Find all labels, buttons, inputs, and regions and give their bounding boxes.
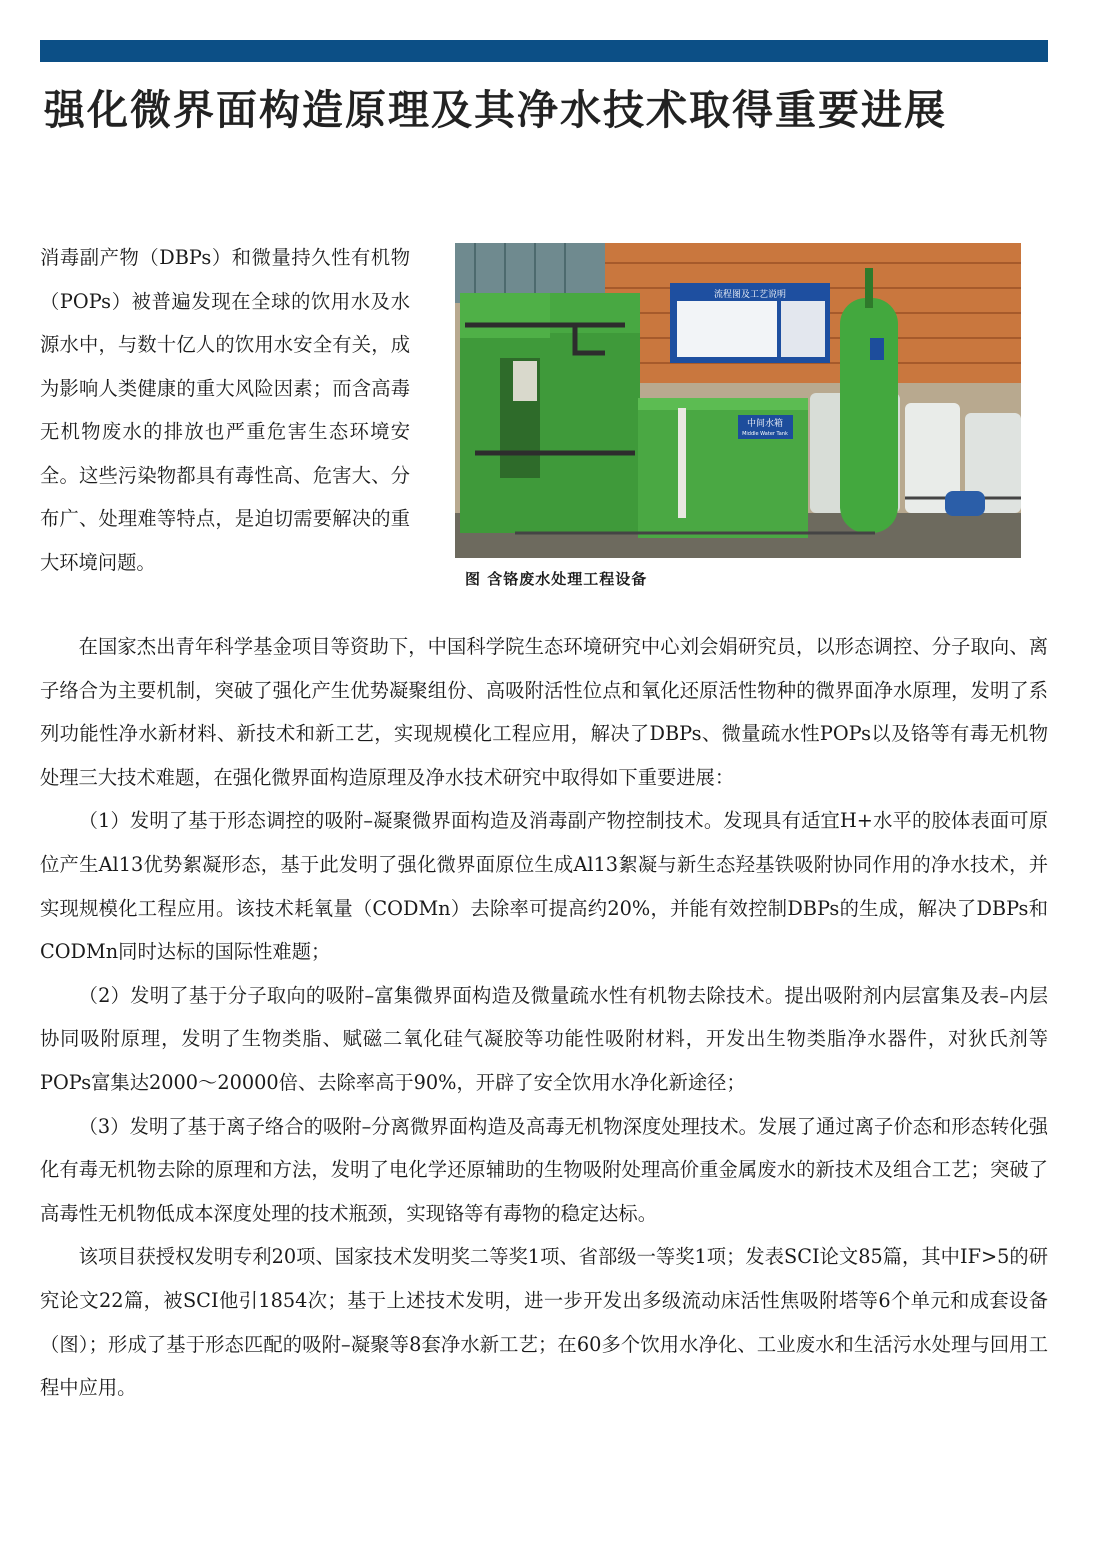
tank-label-en: Middle Water Tank <box>742 431 788 437</box>
intro-paragraph: 消毒副产物（DBPs）和微量持久性有机物（POPs）被普遍发现在全球的饮用水及水源水中，与数十亿人的饮用水安全有关，成为影响人类健康的重大风险因素；而含高毒无机物废水的排放也严重危害生态环境安全。这些污染物都具有毒性高、危害大、分布广、处理难等特点，是迫切需要解决的重大环境问题。 <box>40 246 410 574</box>
figure-caption: 图 含铬废水处理工程设备 <box>465 570 648 588</box>
tank-label: 中间水箱 <box>746 419 784 429</box>
figure <box>455 243 1021 589</box>
equipment-photo <box>455 243 1021 558</box>
paragraph: 在国家杰出青年科学基金项目等资助下，中国科学院生态环境研究中心刘会娟研究员，以形态调控、分子取向、离子络合为主要机制，突破了强化产生优势凝聚组份、高吸附活性位点和氧化还原活性物种的微界面净水原理，发明了系列功能性净水新材料、新技术和新工艺，实现规模化工程应用，解决了DBPs、微量疏水性POPs以及铬等有毒无机物处理三大技术难题，在强化微界面构造原理及净水技术研究中取得如下重要进展： <box>40 635 1048 789</box>
board-title: 流程图及工艺说明 <box>713 290 787 300</box>
paragraph: 该项目获授权发明专利20项、国家技术发明奖二等奖1项、省部级一等奖1项；发表SCI论文85篇，其中IF>5的研究论文22篇，被SCI他引1854次；基于上述技术发明，进一步开发出多级流动床活性焦吸附塔等6个单元和成套设备（图）；形成了基于形态匹配的吸附–凝聚等8套净水新工艺；在60多个饮用水净化、工业废水和生活污水处理与回用工程中应用。 <box>40 1245 1048 1400</box>
body-text <box>40 625 1048 1410</box>
paragraph: （2）发明了基于分子取向的吸附–富集微界面构造及微量疏水性有机物去除技术。提出吸附剂内层富集及表–内层协同吸附原理，发明了生物类脂、赋磁二氧化硅气凝胶等功能性吸附材料，开发出生物类脂净水器件，对狄氏剂等POPs富集达2000～20000倍、去除率高于90%，开辟了安全饮用水净化新途径； <box>40 983 1048 1094</box>
paragraph: （3）发明了基于离子络合的吸附–分离微界面构造及高毒无机物深度处理技术。发展了通过离子价态和形态转化强化有毒无机物去除的原理和方法，发明了电化学还原辅助的生物吸附处理高价重金属废水的新技术及组合工艺；突破了高毒性无机物低成本深度处理的技术瓶颈，实现铬等有毒物的稳定达标。 <box>40 1114 1048 1225</box>
paragraph: （1）发明了基于形态调控的吸附–凝聚微界面构造及消毒副产物控制技术。发现具有适宜H+水平的胶体表面可原位产生Al13优势絮凝形态，基于此发明了强化微界面原位生成Al13絮凝与新生态羟基铁吸附协同作用的净水技术，并实现规模化工程应用。该技术耗氧量（CODMn）去除率可提高约20%，并能有效控制DBPs的生成，解决了DBPs和CODMn同时达标的国际性难题； <box>40 809 1048 964</box>
header-bar <box>40 40 1048 62</box>
page-title: 强化微界面构造原理及其净水技术取得重要进展 <box>44 86 947 134</box>
